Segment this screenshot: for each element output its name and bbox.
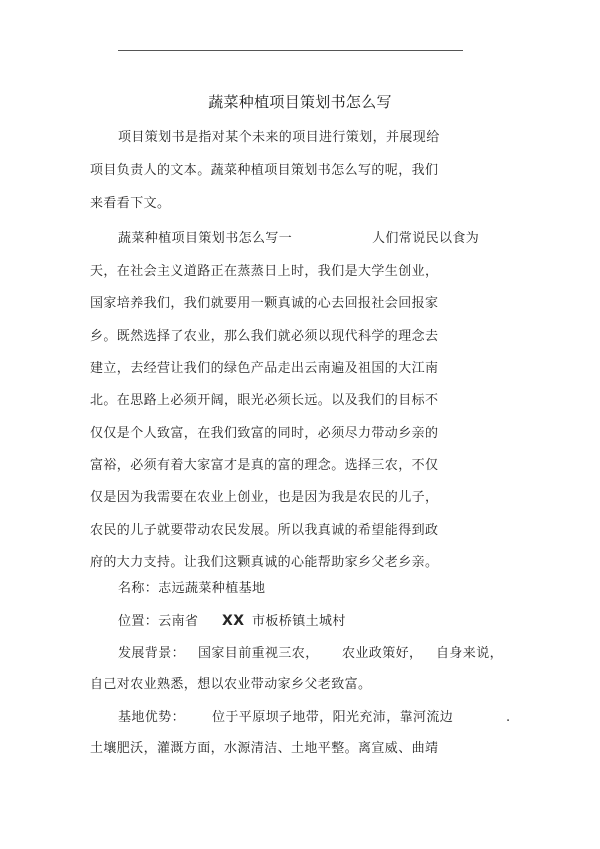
location-label: 位置：云南省 xyxy=(118,614,199,629)
body-line-9: 农民的儿子就要带动农民发展。所以我真诚的希望能得到政 xyxy=(90,523,439,538)
background-part-2: 农业政策好， xyxy=(342,646,423,661)
advantage-line-2: 土壤肥沃，灌溉方面，水源清洁、土地平整。离宣威、曲靖 xyxy=(90,741,439,756)
location-code: XX xyxy=(222,613,245,629)
intro-line-2: 项目负责人的文本。蔬菜种植项目策划书怎么写的呢，我们 xyxy=(90,163,439,178)
body-line-8: 仅是因为我需要在农业上创业，也是因为我是农民的儿子， xyxy=(90,490,439,505)
background-label: 发展背景： xyxy=(118,646,186,661)
background-part-3: 自身来说， xyxy=(436,646,504,661)
intro-line-3: 来看看下文。 xyxy=(90,196,171,211)
header-rule xyxy=(118,50,463,51)
location-rest: 市板桥镇土城村 xyxy=(252,614,346,629)
body-line-10: 府的大力支持。让我们这颗真诚的心能帮助家乡父老乡亲。 xyxy=(90,555,439,570)
page-title: 蔬菜种植项目策划书怎么写 xyxy=(208,93,392,111)
section-heading: 蔬菜种植项目策划书怎么写一 xyxy=(118,231,293,246)
advantage-dot: . xyxy=(506,710,511,725)
name-line: 名称：志远蔬菜种植基地 xyxy=(118,581,266,596)
body-line-6: 仅仅是个人致富，在我们致富的同时，必须尽力带动乡亲的 xyxy=(90,426,439,441)
body-line-2: 国家培养我们，我们就要用一颗真诚的心去回报社会回报家 xyxy=(90,296,439,311)
body-line-4: 建立，去经营让我们的绿色产品走出云南遍及祖国的大江南 xyxy=(90,361,439,376)
body-line-3: 乡。既然选择了农业，那么我们就必须以现代科学的理念去 xyxy=(90,329,439,344)
body-line-1: 天，在社会主义道路正在蒸蒸日上时，我们是大学生创业， xyxy=(90,264,439,279)
intro-line-1: 项目策划书是指对某个未来的项目进行策划，并展现给 xyxy=(118,130,440,145)
background-part-1: 国家目前重视三农， xyxy=(198,646,319,661)
advantage-label: 基地优势： xyxy=(118,710,186,725)
background-line-2: 自己对农业熟悉，想以农业带动家乡父老致富。 xyxy=(90,677,372,692)
advantage-part-1: 位于平原坝子地带，阳光充沛，靠河流边 xyxy=(212,710,454,725)
body-line-5: 北。在思路上必须开阔，眼光必须长远。以及我们的目标不 xyxy=(90,393,439,408)
body-first-line-tail: 人们常说民以食为 xyxy=(372,231,480,246)
body-line-7: 富裕，必须有着大家富才是真的富的理念。选择三农，不仅 xyxy=(90,458,439,473)
